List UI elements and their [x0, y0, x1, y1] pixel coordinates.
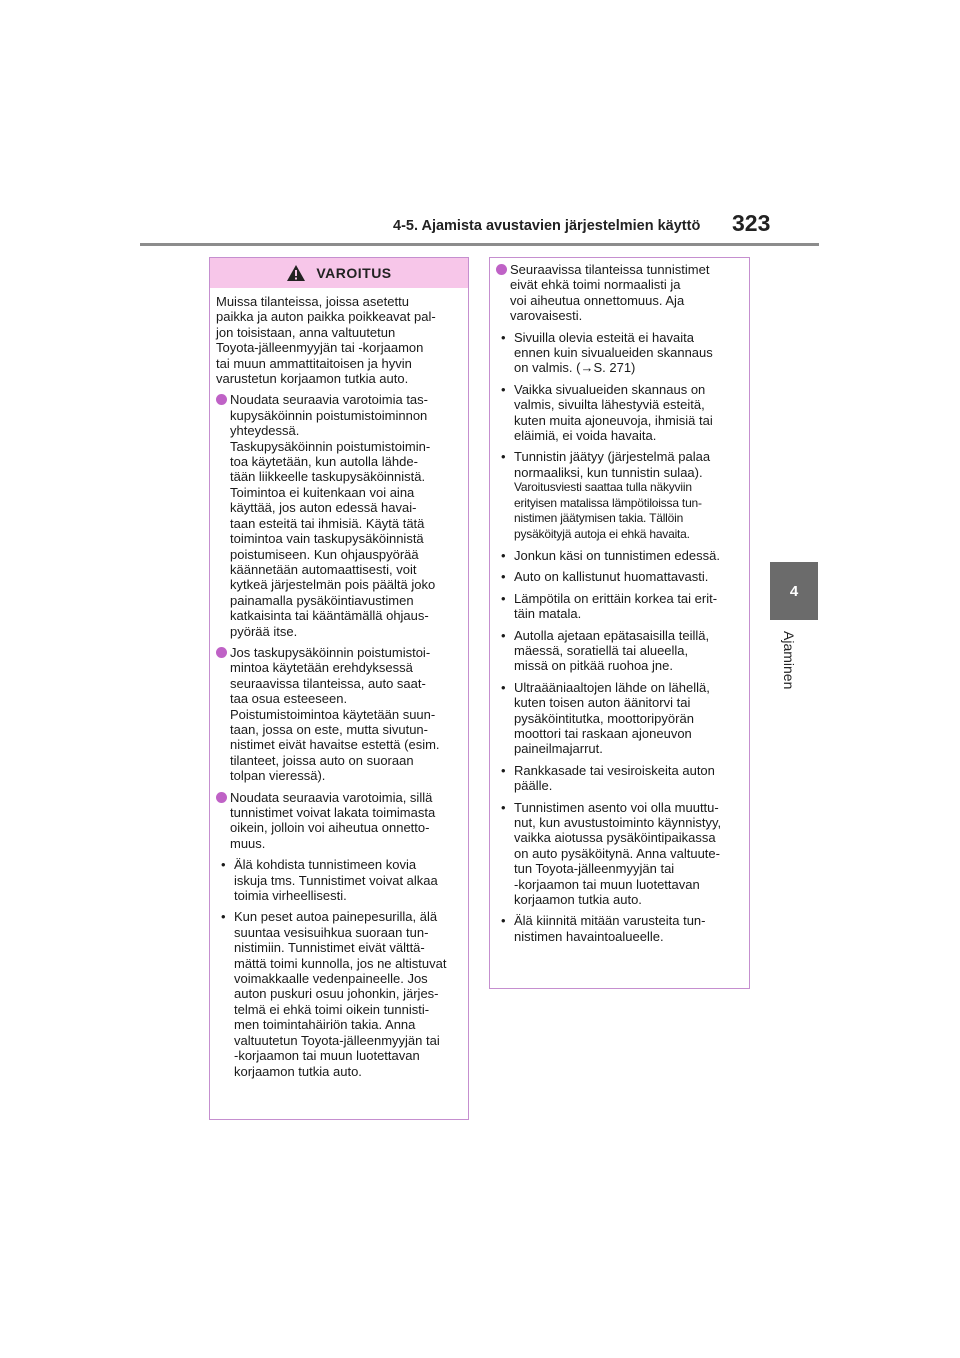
- chapter-label: Ajaminen: [781, 631, 797, 690]
- bullet-icon: •: [501, 569, 506, 585]
- list-item: [496, 628, 741, 674]
- warning-intro: Muissa tilanteissa, joissa asetettu paikka ja auton paikka poikkeavat pal- jon toisistaan, anna valtuutetun Toyota-jälleenmyyjän tai -korjaamon tai muun ammattitaitoisen ja hyvin varustetun korjaamon tutkia auto.: [216, 294, 436, 387]
- header-divider: [140, 243, 819, 246]
- bullet-icon: •: [501, 449, 506, 465]
- section-title: 4-5. Ajamista avustavien järjestelmien käyttö: [393, 218, 701, 234]
- list-item-text: Auto on kallistunut huomattavasti.: [514, 569, 709, 585]
- list-item: [496, 262, 741, 324]
- warning-box: [209, 257, 469, 1120]
- bullet-icon: •: [501, 329, 506, 345]
- list-item: [496, 382, 741, 444]
- bullet-icon: •: [501, 762, 506, 778]
- list-item-text: Rankkasade tai vesiroiskeita auton päälle.: [514, 762, 715, 794]
- bullet-icon: •: [501, 547, 506, 563]
- list-item: [216, 645, 460, 784]
- list-item: [496, 569, 741, 584]
- bullet-icon: •: [501, 590, 506, 606]
- list-item-text: Sivuilla olevia esteitä ei havaita ennen kuin sivualueiden skannaus on valmis. (→S. 271): [514, 329, 713, 376]
- list-item-text: Vaikka sivualueiden skannaus on valmis, sivuilta lähestyviä esteitä, kuten muita ajoneuvoja, ihmisiä tai eläimiä, ei voida havaita.: [514, 381, 713, 444]
- list-item: [216, 909, 460, 1078]
- list-item: [496, 680, 741, 757]
- list-item: [496, 800, 741, 908]
- list-item: [216, 790, 460, 852]
- list-item: [496, 913, 741, 944]
- list-item: [216, 392, 460, 639]
- list-item-text: Ultraääniaaltojen lähde on lähellä, kuten toisen auton äänitorvi tai pysäköintitutka, moottoripyörän moottori tai raskaan ajoneuvon paineilmajarrut.: [514, 679, 710, 757]
- bullet-icon: •: [501, 627, 506, 643]
- list-item-text: Tunnistin jäätyy (järjestelmä palaa normaaliksi, kun tunnistin sulaa).: [514, 449, 711, 480]
- bullet-icon: •: [501, 799, 506, 815]
- list-item-text: Lämpötila on erittäin korkea tai erit- täin matala.: [514, 590, 718, 622]
- list-item-text: Noudata seuraavia varotoimia, sillä tunnistimet voivat lakata toimimasta oikein, jolloin voi aiheutua onnetto- muus.: [230, 789, 436, 851]
- list-item-note: Varoitusviesti saattaa tulla näkyviin erityisen matalissa lämpötiloissa tun- nistimen jäätymisen takia. Tällöin pysäköityjä autoja ei ehkä havaita.: [514, 480, 702, 541]
- bullet-icon: •: [221, 857, 226, 873]
- list-item: [496, 449, 741, 541]
- list-item-text: Älä kiinnitä mitään varusteita tun- nistimen havaintoalueelle.: [514, 913, 706, 944]
- warning-triangle-icon: [286, 264, 306, 282]
- list-item-text: Kun peset autoa painepesurilla, älä suuntaa vesisuihkua suoraan tun- nistimiin. Tunnistimet eivät välttä- mättä toimi kunnolla, jos ne altistuvat voimakkaalle vedenpaineelle. Jos auton puskuri osuu johonkin, järjes- telmä ei ehkä toimi oikein tunnisti- men toimintahäiriön takia. Anna valtuutetun Toyota-jälleenmyyjän tai -korjaamon tai muun luotettavan korjaamon tutkia auto.: [234, 909, 447, 1079]
- list-item-text: Seuraavissa tilanteissa tunnistimet eivät ehkä toimi normaalisti ja voi aiheutua onnettomuus. Aja varovaisesti.: [510, 262, 710, 324]
- circle-bullet-icon: [496, 264, 507, 275]
- warning-header: [210, 258, 468, 288]
- list-item: [216, 857, 460, 903]
- list-item: [496, 591, 741, 622]
- circle-bullet-icon: [216, 792, 227, 803]
- bullet-icon: •: [501, 679, 506, 695]
- list-item-text: Älä kohdista tunnistimeen kovia iskuja tms. Tunnistimet voivat alkaa toimia virheellisesti.: [234, 857, 438, 904]
- warning-title: VAROITUS: [316, 265, 392, 281]
- bullet-icon: •: [501, 381, 506, 397]
- bullet-icon: •: [221, 909, 226, 925]
- chapter-number: 4: [789, 582, 799, 600]
- circle-bullet-icon: [216, 394, 227, 405]
- list-item: [496, 763, 741, 794]
- chapter-tab: [770, 562, 818, 620]
- list-item-text: Autolla ajetaan epätasaisilla teillä, mäessä, soratiellä tai alueella, missä on pitkää ruohoa jne.: [514, 627, 710, 674]
- circle-bullet-icon: [216, 647, 227, 658]
- list-item-text: Tunnistimen asento voi olla muuttu- nut, kun avustustoiminto käynnistyy, vaikka aiotussa pysäköintipaikassa on auto pysäköitynä. Anna valtuute- tun Toyota-jälleenmyyjän tai -korjaamon tai muun luotettavan korjaamon tutkia auto.: [514, 799, 722, 908]
- list-item-text: Jos taskupysäköinnin poistumistoi- mintoa käytetään erehdyksessä seuraavissa tilanteissa, auto saat- taa osua esteeseen. Poistumistoimintoa käytetään suun- taan, jossa on este, mutta sivutun- nistimet eivät havaitse estettä (esim. tilanteet, joissa auto on suoraan tolpan vieressä).: [230, 644, 440, 784]
- list-item-text: Noudata seuraavia varotoimia tas- kupysäköinnin poistumistoiminnon yhteydessä. Taskupysäköinnin poistumistoimin- toa käytetään, kun autolla lähde- tään liikkeelle taskupysäköinnistä. Toimintoa ei kuitenkaan voi aina käyttää, jos auton edessä havai- taan esteitä tai ihmisiä. Käytä tätä toimintoa vain taskupysäköinnistä poistumiseen. Kun ohjauspyörää käännetään automaattisesti, voit kytkeä järjestelmän pois päältä joko painamalla pysäköintiavustimen katkaisinta tai kääntämällä ohjaus- pyörää itse.: [230, 392, 436, 639]
- list-item: [496, 330, 741, 376]
- bullet-icon: •: [501, 913, 506, 929]
- page-number: 323: [732, 210, 771, 236]
- list-item-text: Jonkun käsi on tunnistimen edessä.: [514, 547, 720, 563]
- list-item: [496, 548, 741, 563]
- warning-continued-box: [489, 257, 750, 989]
